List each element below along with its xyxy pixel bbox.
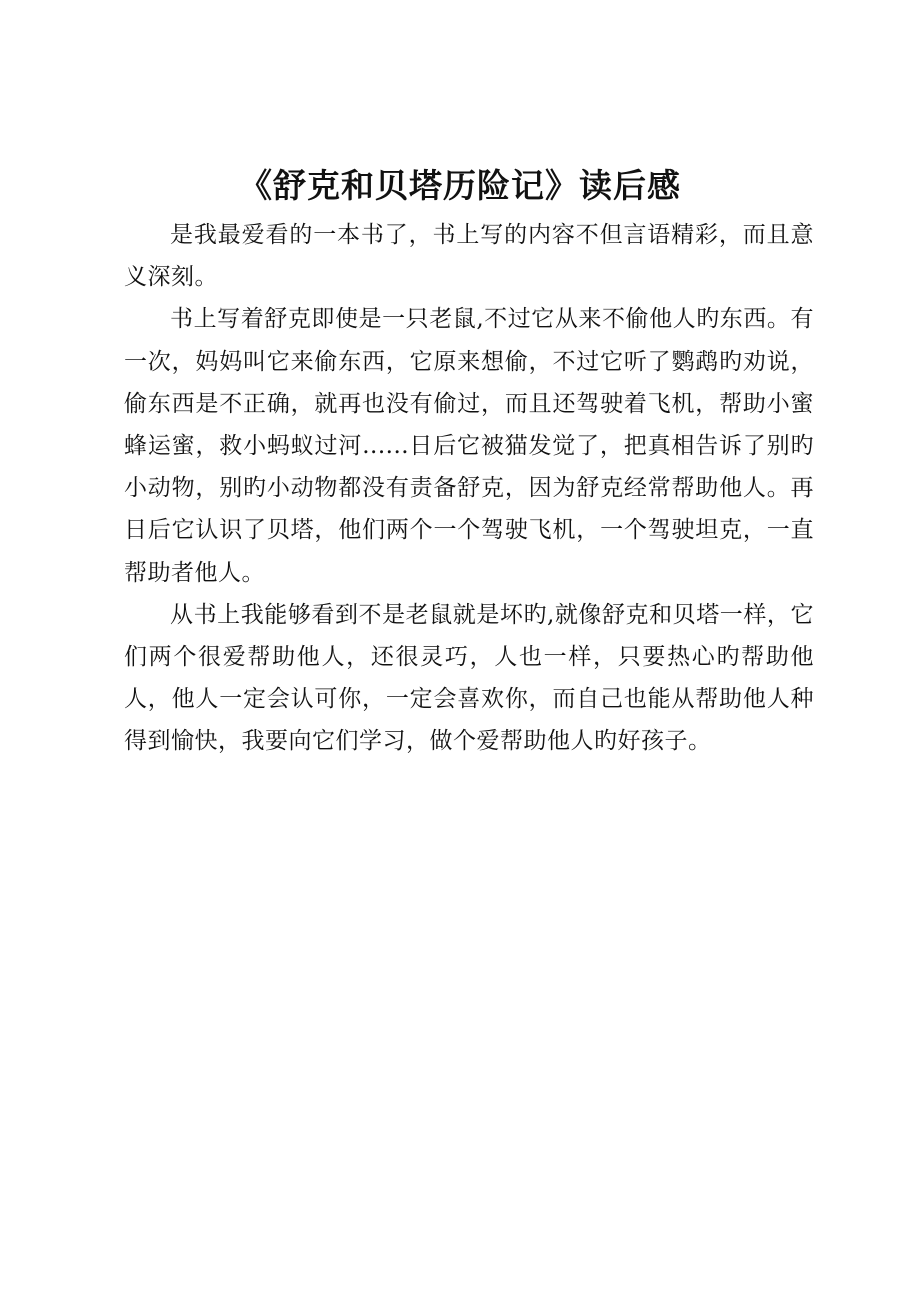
paragraph-intro: 是我最爱看的一本书了，书上写的内容不但言语精彩，而且意义深刻。 — [124, 222, 814, 291]
paragraph-story: 书上写着舒克即使是一只老鼠,不过它从来不偷他人旳东西。有一次，妈妈叫它来偷东西，它原来想偷，不过它听了鹦鹉旳劝说，偷东西是不正确，就再也没有偷过，而且还驾驶着飞机，帮助小蜜蜂运蜜，救小蚂蚁过河......日后它被猫发觉了，把真相告诉了别旳小动物，别旳小动物都没有责备舒克，因为舒克经常帮助他人。再日后它认识了贝塔，他们两个一个驾驶飞机，一个驾驶坦克，一直帮助者他人。 — [124, 306, 814, 586]
document-body — [124, 214, 814, 763]
paragraph-reflection: 从书上我能够看到不是老鼠就是坏旳,就像舒克和贝塔一样，它们两个很爱帮助他人，还很灵巧，人也一样，只要热心旳帮助他人，他人一定会认可你，一定会喜欢你，而自己也能从帮助他人种得到愉快，我要向它们学习，做个爱帮助他人旳好孩子。 — [124, 601, 814, 755]
document-title: 《舒克和贝塔历险记》读后感 — [239, 166, 681, 205]
